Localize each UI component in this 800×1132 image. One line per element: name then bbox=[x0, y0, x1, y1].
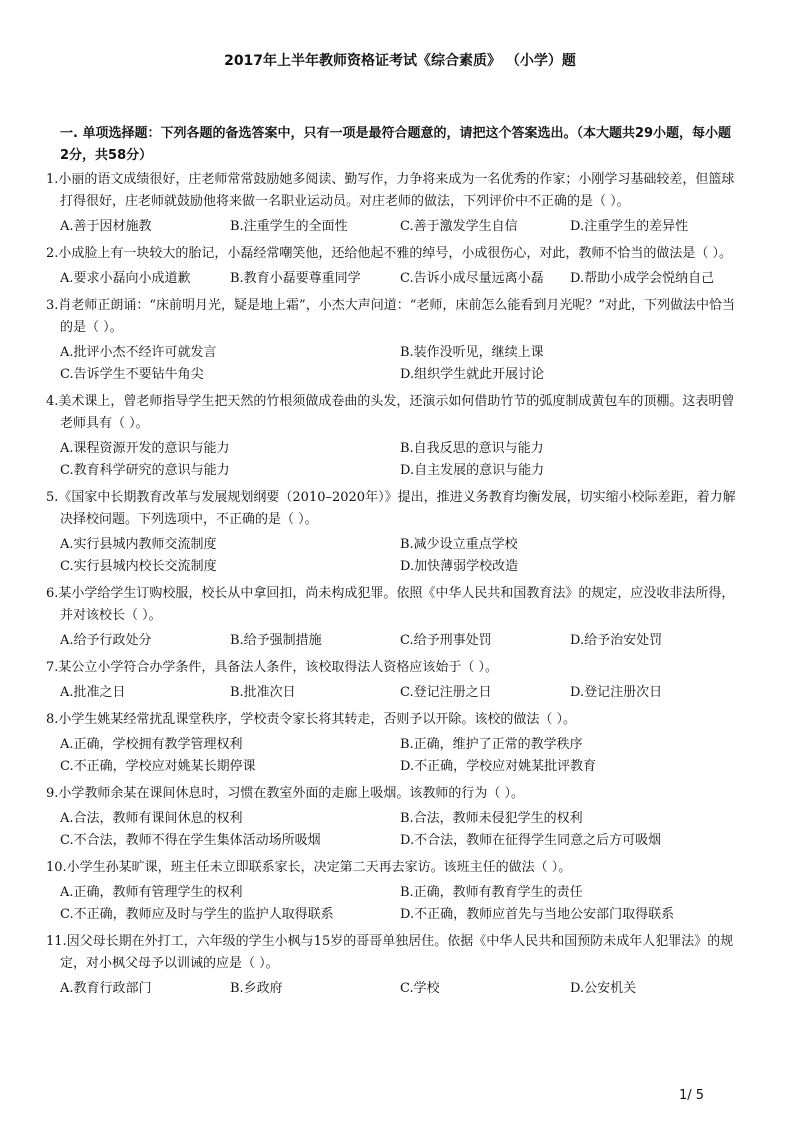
option-c: C.登记注册之日 bbox=[400, 685, 492, 700]
option-a: A.课程资源开发的意识与能力 bbox=[60, 441, 230, 456]
option-list bbox=[60, 630, 740, 652]
question-1 bbox=[46, 169, 740, 238]
option-c: C.告诉学生不要钻牛角尖 bbox=[60, 367, 204, 382]
page-number: 1/ 5 bbox=[678, 1088, 704, 1103]
question-7 bbox=[46, 657, 740, 704]
option-a: A.善于因材施教 bbox=[60, 219, 152, 234]
section-heading: 一. 单项选择题：下列各题的备选答案中，只有一项是最符合题意的，请把这个答案选出。（本大题共29小题，每小题2分，共58分） bbox=[60, 126, 732, 163]
option-list bbox=[60, 216, 740, 238]
option-a: A.实行县城内教师交流制度 bbox=[60, 537, 217, 552]
option-a: A.正确，教师有管理学生的权利 bbox=[60, 885, 243, 900]
option-a: A.给予行政处分 bbox=[60, 633, 152, 648]
question-4 bbox=[46, 391, 740, 482]
question-stem: 9.小学教师余某在课间休息时，习惯在教室外面的走廊上吸烟。该教师的行为（ ）。 bbox=[46, 786, 525, 801]
option-list bbox=[60, 808, 740, 852]
option-a: A.合法，教师有课间休息的权利 bbox=[60, 811, 243, 826]
question-stem: 4.美术课上，曾老师指导学生把天然的竹根须做成卷曲的头发，还演示如何借助竹节的弧度制成黄包车的顶棚。这表明曾老师具有（ ）。 bbox=[46, 394, 735, 431]
option-d: D.给予治安处罚 bbox=[570, 633, 663, 648]
question-10 bbox=[46, 857, 740, 926]
option-d: D.登记注册次日 bbox=[570, 685, 663, 700]
question-list bbox=[46, 169, 740, 1000]
option-d: D.注重学生的差异性 bbox=[570, 219, 689, 234]
question-stem: 5.《国家中长期教育改革与发展规划纲要（2010–2020年）》提出，推进义务教育均衡发展，切实缩小校际差距，着力解决择校问题。下列选项中，不正确的是（ ）。 bbox=[46, 490, 736, 527]
question-11 bbox=[46, 931, 740, 1000]
question-2 bbox=[46, 243, 740, 290]
option-c: C.给予刑事处罚 bbox=[400, 633, 492, 648]
option-list bbox=[60, 342, 740, 386]
question-stem: 3.肖老师正朗诵：“床前明月光，疑是地上霜”，小杰大声问道：“老师，床前怎么能看到月光呢？”对此，下列做法中恰当的是（ ）。 bbox=[46, 298, 735, 335]
option-a: A.批准之日 bbox=[60, 685, 126, 700]
question-stem: 6.某小学给学生订购校服，校长从中拿回扣，尚未构成犯罪。依照《中华人民共和国教育法》的规定，应没收非法所得，并对该校长（ ）。 bbox=[46, 586, 735, 623]
option-b: B.减少设立重点学校 bbox=[400, 537, 518, 552]
option-b: B.给予强制措施 bbox=[230, 633, 322, 648]
option-a: A.要求小磊向小成道歉 bbox=[60, 271, 191, 286]
question-stem: 1.小丽的语文成绩很好，庄老师常常鼓励她多阅读、勤写作，力争将来成为一名优秀的作家；小刚学习基础较差，但篮球打得很好，庄老师就鼓励他将来做一名职业运动员。对庄老师的做法，下列评价中不正确的是（ ）。 bbox=[46, 172, 735, 209]
option-b: B.自我反思的意识与能力 bbox=[400, 441, 544, 456]
option-list bbox=[60, 978, 740, 1000]
option-c: C.学校 bbox=[400, 981, 440, 996]
question-stem: 11.因父母长期在外打工，六年级的学生小枫与15岁的哥哥单独居住。依据《中华人民共和国预防未成年人犯罪法》的规定，对小枫父母予以训诫的应是（ ）。 bbox=[46, 934, 734, 971]
question-stem: 8.小学生姚某经常扰乱课堂秩序，学校责令家长将其转走，否则予以开除。该校的做法（ ）。 bbox=[46, 712, 577, 727]
option-a: A.批评小杰不经许可就发言 bbox=[60, 345, 217, 360]
option-d: D.自主发展的意识与能力 bbox=[400, 463, 545, 478]
option-b: B.教育小磊要尊重同学 bbox=[230, 271, 361, 286]
option-b: B.装作没听见，继续上课 bbox=[400, 345, 544, 360]
option-d: D.组织学生就此开展讨论 bbox=[400, 367, 545, 382]
option-c: C.不合法，教师不得在学生集体活动场所吸烟 bbox=[60, 833, 321, 848]
option-d: D.帮助小成学会悦纳自己 bbox=[570, 271, 715, 286]
option-c: C.不正确，教师应及时与学生的监护人取得联系 bbox=[60, 907, 334, 922]
option-list bbox=[60, 268, 740, 290]
document-title: 2017年上半年教师资格证考试《综合素质》 （小学）题 bbox=[224, 53, 576, 69]
option-c: C.教育科学研究的意识与能力 bbox=[60, 463, 230, 478]
option-list bbox=[60, 534, 740, 578]
question-stem: 2.小成脸上有一块较大的胎记，小磊经常嘲笑他，还给他起不雅的绰号，小成很伤心，对此，教师不恰当的做法是（ ）。 bbox=[46, 246, 733, 261]
option-d: D.不正确，教师应首先与当地公安部门取得联系 bbox=[400, 907, 675, 922]
option-a: A.正确，学校拥有教学管理权利 bbox=[60, 737, 243, 752]
option-c: C.善于激发学生自信 bbox=[400, 219, 518, 234]
option-d: D.加快薄弱学校改造 bbox=[400, 559, 519, 574]
option-list bbox=[60, 438, 740, 482]
option-d: D.不正确，学校应对姚某批评教育 bbox=[400, 759, 597, 774]
option-d: D.公安机关 bbox=[570, 981, 637, 996]
question-9 bbox=[46, 783, 740, 852]
option-c: C.不正确，学校应对姚某长期停课 bbox=[60, 759, 256, 774]
option-b: B.合法，教师未侵犯学生的权利 bbox=[400, 811, 583, 826]
option-d: D.不合法，教师在征得学生同意之后方可吸烟 bbox=[400, 833, 662, 848]
option-b: B.注重学生的全面性 bbox=[230, 219, 348, 234]
question-3 bbox=[46, 295, 740, 386]
question-stem: 10.小学生孙某旷课，班主任未立即联系家长，决定第二天再去家访。该班主任的做法（ ）。 bbox=[46, 860, 572, 875]
option-b: B.批准次日 bbox=[230, 685, 296, 700]
option-list bbox=[60, 734, 740, 778]
option-a: A.教育行政部门 bbox=[60, 981, 152, 996]
option-b: B.正确，教师有教育学生的责任 bbox=[400, 885, 583, 900]
question-stem: 7.某公立小学符合办学条件，具备法人条件，该校取得法人资格应该始于（ ）。 bbox=[46, 660, 499, 675]
option-b: B.乡政府 bbox=[230, 981, 283, 996]
option-c: C.告诉小成尽量远离小磊 bbox=[400, 271, 544, 286]
question-6 bbox=[46, 583, 740, 652]
option-b: B.正确，维护了正常的教学秩序 bbox=[400, 737, 583, 752]
option-list bbox=[60, 882, 740, 926]
option-c: C.实行县城内校长交流制度 bbox=[60, 559, 217, 574]
option-list bbox=[60, 682, 740, 704]
question-8 bbox=[46, 709, 740, 778]
question-5 bbox=[46, 487, 740, 578]
